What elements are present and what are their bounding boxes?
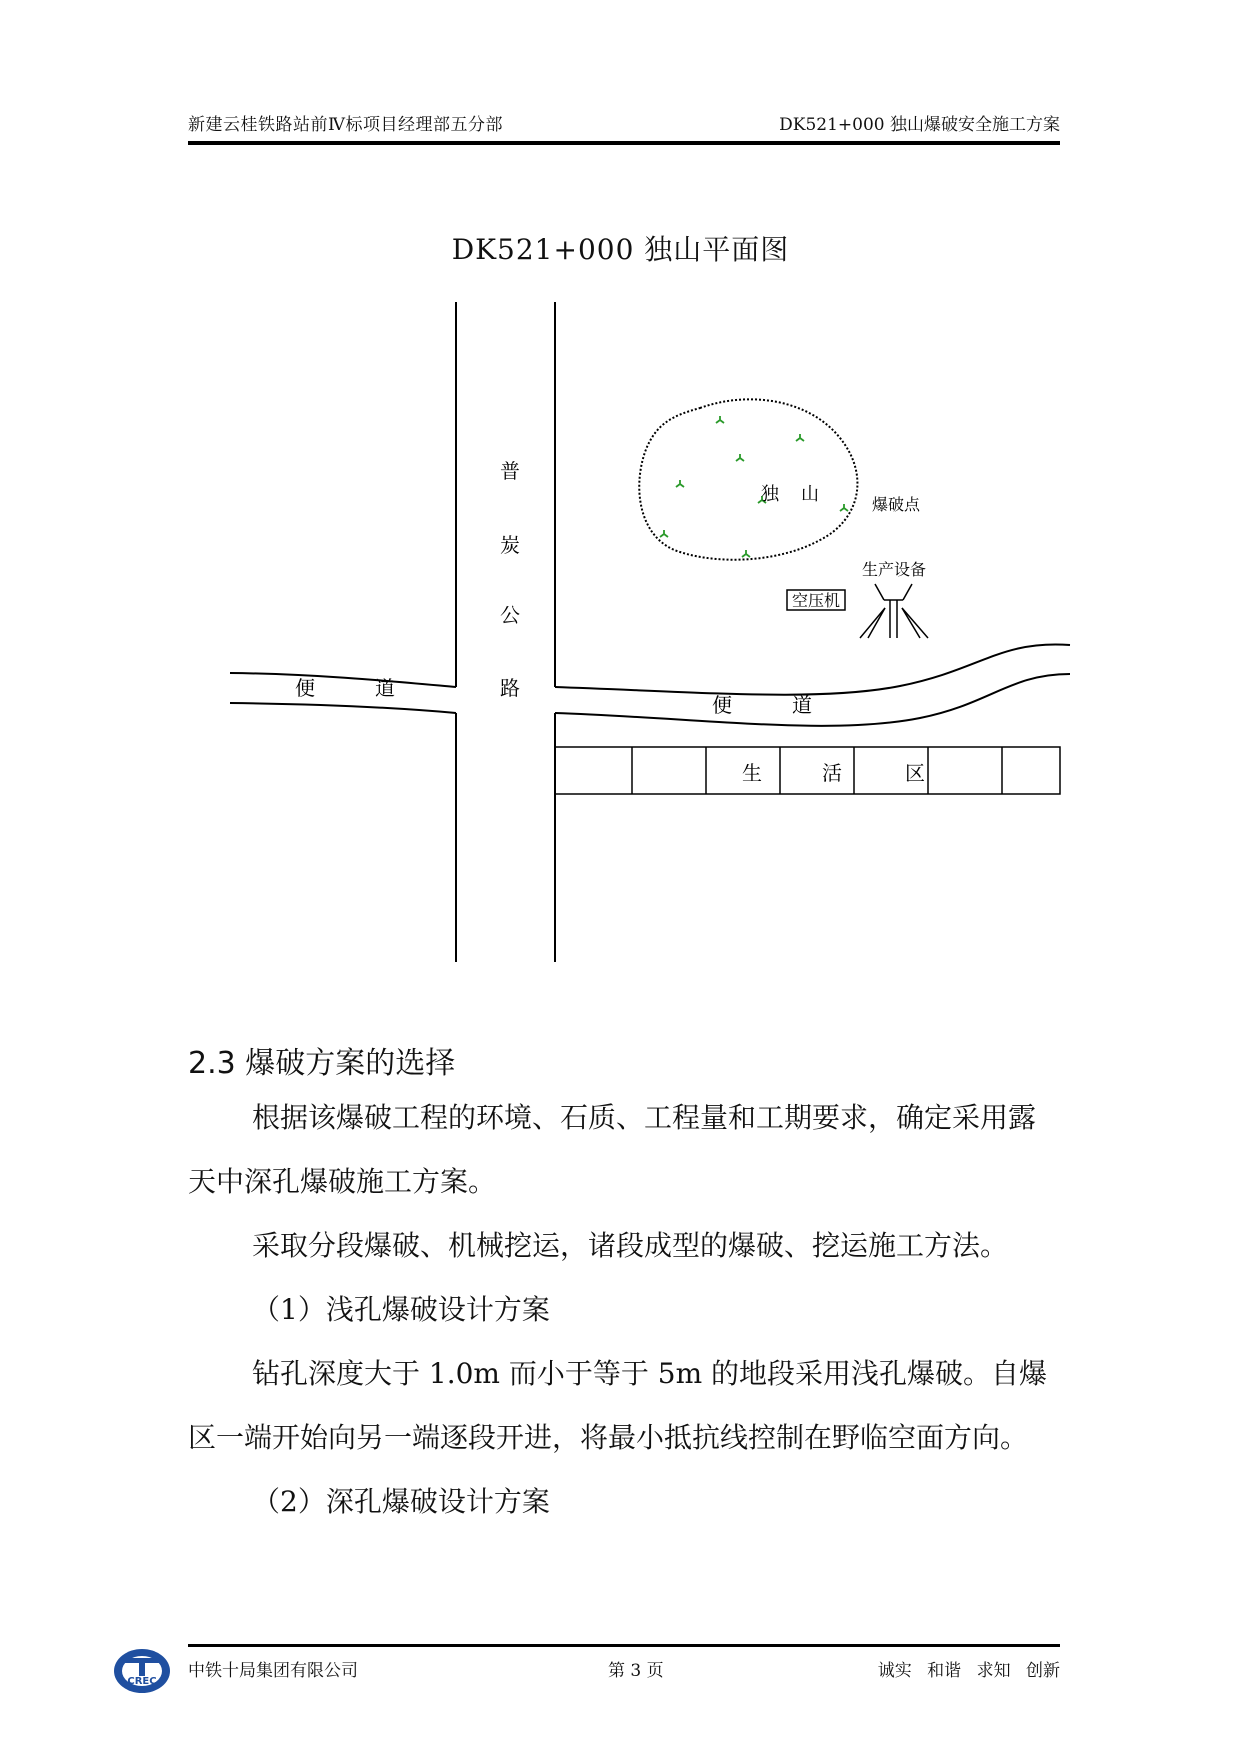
- header-project-name: 新建云桂铁路站前Ⅳ标项目经理部五分部: [188, 115, 503, 135]
- logo-text: CREC: [127, 1676, 157, 1687]
- access-road-left-bottom: [230, 703, 456, 713]
- header-rule: [188, 141, 1060, 145]
- living-area-block: [555, 747, 1060, 794]
- blast-point-marker: [736, 454, 744, 461]
- equipment-label: 生产设备: [862, 560, 927, 579]
- road-label-char-1: 普: [500, 459, 520, 483]
- living-area-char-2: 活: [822, 761, 842, 785]
- road-label-char-3: 公: [500, 603, 520, 627]
- blast-point-marker: [742, 550, 750, 557]
- blast-point-marker: [676, 480, 684, 487]
- page-footer: [188, 1652, 1060, 1688]
- access-road-left-char-2: 道: [375, 676, 395, 700]
- paragraph: （1）浅孔爆破设计方案: [252, 1293, 550, 1326]
- blast-points: [660, 416, 848, 557]
- road-label-char-2: 炭: [500, 533, 520, 557]
- footer-page-number: 第 3 页: [608, 1661, 664, 1681]
- mountain-label-char-2: 山: [801, 484, 819, 505]
- blast-point-marker: [840, 504, 848, 511]
- blast-point-marker: [716, 416, 724, 423]
- site-plan-map: [0, 290, 1241, 970]
- mountain-outline: [639, 399, 857, 559]
- company-logo-icon: [112, 1646, 172, 1696]
- body-text: [188, 1086, 1060, 1534]
- paragraph: 钻孔深度大于 1.0m 而小于等于 5m 的地段采用浅孔爆破。自爆区一端开始向另一端逐段开进，将最小抵抗线控制在野临空面方向。: [188, 1357, 1048, 1454]
- paragraph: 采取分段爆破、机械挖运，诸段成型的爆破、挖运施工方法。: [252, 1229, 1009, 1262]
- living-area-char-1: 生: [742, 761, 762, 785]
- access-road-left-top: [230, 673, 456, 687]
- equipment-symbol: [860, 584, 928, 638]
- access-road-right-top: [555, 644, 1070, 694]
- blast-point-marker: [660, 530, 668, 537]
- access-road-right-bottom: [555, 674, 1070, 726]
- access-road-right-char-2: 道: [792, 693, 812, 717]
- compressor-label: 空压机: [791, 591, 841, 610]
- living-area-char-3: 区: [905, 761, 925, 785]
- road-label-char-4: 路: [500, 676, 520, 700]
- mountain-label-char-1: 独: [761, 484, 779, 505]
- blast-point-label: 爆破点: [872, 495, 921, 514]
- paragraph: 根据该爆破工程的环境、石质、工程量和工期要求，确定采用露天中深孔爆破施工方案。: [188, 1101, 1037, 1198]
- access-road-left-char-1: 便: [295, 676, 315, 700]
- section-heading: 2.3 爆破方案的选择: [188, 1046, 456, 1081]
- access-road-right-char-1: 便: [712, 693, 732, 717]
- blast-point-marker: [796, 434, 804, 441]
- map-title: DK521+000 独山平面图: [451, 233, 790, 266]
- footer-company: 中铁十局集团有限公司: [188, 1661, 358, 1681]
- page-header: [188, 106, 1060, 140]
- header-document-title: DK521+000 独山爆破安全施工方案: [779, 115, 1060, 135]
- paragraph: （2）深孔爆破设计方案: [252, 1485, 550, 1518]
- footer-slogan: 诚实 和谐 求知 创新: [877, 1661, 1060, 1681]
- footer-rule: [188, 1644, 1060, 1647]
